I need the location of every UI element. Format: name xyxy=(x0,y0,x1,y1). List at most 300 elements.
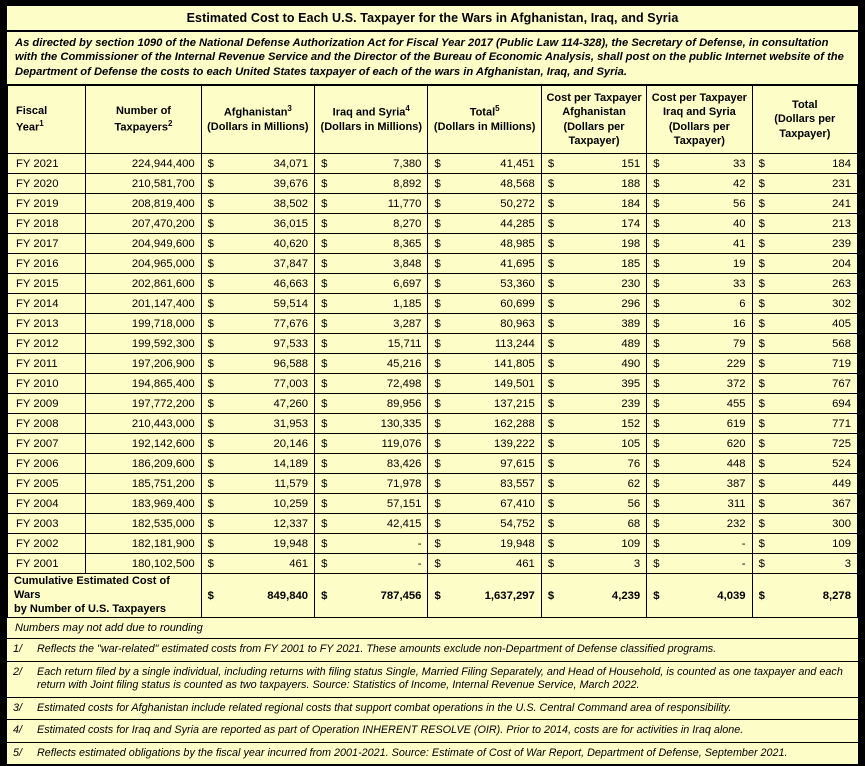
cell-value: 41,695 xyxy=(500,257,535,270)
cell-value: 405 xyxy=(832,317,851,330)
footnote-row xyxy=(7,720,858,742)
dollar-sign: $ xyxy=(207,497,214,510)
cell-value: 19,948 xyxy=(500,537,535,550)
cell-value: 45,216 xyxy=(386,357,422,370)
cell-afghanistan xyxy=(201,194,314,214)
dollar-sign: $ xyxy=(758,197,765,210)
cell-value: 33 xyxy=(732,277,746,290)
page-title: Estimated Cost to Each U.S. Taxpayer for the Wars in Afghanistan, Iraq, and Syria xyxy=(7,6,858,32)
cell-value: 230 xyxy=(621,277,641,290)
dollar-sign: $ xyxy=(653,277,660,290)
footnote-row xyxy=(7,639,858,661)
dollar-sign: $ xyxy=(547,177,555,190)
cell-cpt-iraq-syria xyxy=(647,274,752,294)
dollar-sign: $ xyxy=(653,417,660,430)
cell-total-millions xyxy=(428,234,541,254)
cell-cpt-iraq-syria xyxy=(647,434,752,454)
cell-total-millions xyxy=(428,254,541,274)
cell-value: 232 xyxy=(726,517,746,530)
cell-total-millions xyxy=(428,414,541,434)
dollar-sign: $ xyxy=(547,357,555,370)
cell-value: 97,533 xyxy=(273,337,309,350)
footnote-text: Estimated costs for Afghanistan include related regional costs that support combat operations in the U.S. Central Command area of responsibility. xyxy=(33,697,858,719)
cell-cpt-total xyxy=(752,274,857,294)
dollar-sign: $ xyxy=(547,257,555,270)
column-header-iraq-syria xyxy=(315,86,428,154)
dollar-sign: $ xyxy=(321,437,328,450)
footnote-row xyxy=(7,697,858,719)
dollar-sign: $ xyxy=(653,217,660,230)
column-header-cpt-afghanistan-line3: (Dollars per Taxpayer) xyxy=(563,120,625,147)
total-cell-cpt-iraq-syria xyxy=(647,574,752,618)
column-header-total-millions-line2: (Dollars in Millions) xyxy=(433,121,536,134)
dollar-sign: $ xyxy=(321,337,328,350)
dollar-sign: $ xyxy=(321,557,328,570)
footnote-ref-1: 1 xyxy=(39,118,44,128)
cell-cpt-total xyxy=(752,174,857,194)
dollar-sign: $ xyxy=(653,237,660,250)
cell-total-millions xyxy=(428,174,541,194)
cell-value: 449 xyxy=(832,477,851,490)
dollar-sign: $ xyxy=(758,377,765,390)
cell-value: 113,244 xyxy=(494,337,535,350)
dollar-sign: $ xyxy=(207,337,214,350)
cell-afghanistan xyxy=(201,294,314,314)
dollar-sign: $ xyxy=(758,437,765,450)
cell-iraq-syria xyxy=(315,194,428,214)
cell-iraq-syria xyxy=(315,154,428,174)
cell-total-millions xyxy=(428,454,541,474)
cell-value: 771 xyxy=(832,417,851,430)
total-cell-afghanistan xyxy=(201,574,314,618)
cell-total-millions xyxy=(428,194,541,214)
cell-total-millions xyxy=(428,354,541,374)
cell-value: 7,380 xyxy=(393,157,422,170)
cell-value: 15,711 xyxy=(387,337,422,350)
cell-iraq-syria xyxy=(315,294,428,314)
cell-value: 48,985 xyxy=(500,237,535,250)
dollar-sign: $ xyxy=(321,517,328,530)
cell-iraq-syria xyxy=(315,234,428,254)
footnote-text: Reflects estimated obligations by the fiscal year incurred from 2001-2021. Source: Estimate of Cost of War Report, Department of Defense, September 2021. xyxy=(37,746,788,759)
cell-cpt-iraq-syria xyxy=(647,294,752,314)
cell-value: - xyxy=(417,537,422,550)
cell-fiscal-year: FY 2003 xyxy=(8,514,86,534)
cell-cpt-afghanistan xyxy=(541,174,646,194)
cell-total-millions xyxy=(428,394,541,414)
dollar-sign: $ xyxy=(547,297,555,310)
column-header-number-of-taxpayers xyxy=(86,86,201,154)
cell-iraq-syria xyxy=(315,454,428,474)
cell-total-millions xyxy=(428,534,541,554)
cell-value: 6,697 xyxy=(393,277,422,290)
cell-cpt-iraq-syria xyxy=(647,374,752,394)
footnote-text: Estimated costs for Iraq and Syria are reported as part of Operation INHERENT RESOLVE (OIR). Prior to 2014, costs are for activities in Iraq alone. xyxy=(33,720,858,742)
table-row xyxy=(8,334,858,354)
dollar-sign: $ xyxy=(434,237,441,250)
cell-value: 620 xyxy=(726,437,746,450)
dollar-sign: $ xyxy=(758,157,765,170)
cell-value: 79 xyxy=(732,337,746,350)
cell-cpt-iraq-syria xyxy=(647,334,752,354)
column-header-cpt-total-line1: Total xyxy=(792,99,818,112)
cell-cpt-iraq-syria xyxy=(647,234,752,254)
cell-value: 11,579 xyxy=(274,477,309,490)
cell-fiscal-year: FY 2001 xyxy=(8,554,86,574)
cell-iraq-syria xyxy=(315,394,428,414)
dollar-sign: $ xyxy=(321,297,328,310)
cell-value: 48,568 xyxy=(500,177,535,190)
column-header-cpt-iraq-syria xyxy=(647,86,752,154)
cell-total-millions xyxy=(428,374,541,394)
dollar-sign: $ xyxy=(207,397,214,410)
cell-value: 239 xyxy=(621,397,641,410)
dollar-sign: $ xyxy=(321,277,328,290)
cell-cpt-iraq-syria xyxy=(647,154,752,174)
column-header-cpt-afghanistan-line1: Cost per Taxpayer xyxy=(546,91,642,104)
dollar-sign: $ xyxy=(321,357,328,370)
cell-value: 725 xyxy=(832,437,851,450)
cell-afghanistan xyxy=(201,174,314,194)
dollar-sign: $ xyxy=(207,557,214,570)
dollar-sign: $ xyxy=(434,497,441,510)
cell-afghanistan xyxy=(201,454,314,474)
dollar-sign: $ xyxy=(207,237,214,250)
cell-value: 46,663 xyxy=(273,277,309,290)
cell-value: 76 xyxy=(627,457,641,470)
cell-number-of-taxpayers: 186,209,600 xyxy=(86,454,201,474)
column-header-iraq-syria-line2: (Dollars in Millions) xyxy=(320,121,422,134)
dollar-sign: $ xyxy=(758,589,765,602)
dollar-sign: $ xyxy=(653,317,660,330)
cell-iraq-syria xyxy=(315,474,428,494)
total-cell-value: 4,039 xyxy=(717,589,746,602)
footnote-ref-3: 3 xyxy=(287,104,292,114)
dollar-sign: $ xyxy=(207,217,214,230)
cell-iraq-syria xyxy=(315,554,428,574)
column-header-fiscal-year-line1: Fiscal xyxy=(16,105,48,118)
cell-number-of-taxpayers: 199,718,000 xyxy=(86,314,201,334)
cell-value: 19,948 xyxy=(273,537,309,550)
cell-cpt-afghanistan xyxy=(541,314,646,334)
dollar-sign: $ xyxy=(321,397,328,410)
cell-cpt-afghanistan xyxy=(541,494,646,514)
cell-cpt-total xyxy=(752,154,857,174)
column-header-taxpayers-line1: Number of xyxy=(115,105,171,118)
dollar-sign: $ xyxy=(207,277,214,290)
cell-value: 3 xyxy=(633,557,641,570)
cell-cpt-afghanistan xyxy=(541,534,646,554)
cell-value: 184 xyxy=(621,197,641,210)
cell-total-millions xyxy=(428,154,541,174)
footnote-marker: 2/ xyxy=(7,661,33,697)
cell-value: 54,752 xyxy=(500,517,535,530)
cell-value: 184 xyxy=(832,157,851,170)
dollar-sign: $ xyxy=(434,177,441,190)
cell-value: 188 xyxy=(621,177,641,190)
dollar-sign: $ xyxy=(207,589,214,602)
table-row xyxy=(8,294,858,314)
cell-cpt-afghanistan xyxy=(541,394,646,414)
cell-value: 198 xyxy=(621,237,641,250)
table-row xyxy=(8,314,858,334)
cell-cpt-total xyxy=(752,234,857,254)
cell-cpt-afghanistan xyxy=(541,354,646,374)
cell-cpt-iraq-syria xyxy=(647,554,752,574)
cell-total-millions xyxy=(428,314,541,334)
cell-cpt-total xyxy=(752,474,857,494)
cell-fiscal-year: FY 2014 xyxy=(8,294,86,314)
dollar-sign: $ xyxy=(434,397,441,410)
cell-cpt-total xyxy=(752,454,857,474)
dollar-sign: $ xyxy=(321,377,328,390)
cell-value: 68 xyxy=(627,517,641,530)
cell-value: 60,699 xyxy=(500,297,535,310)
cell-total-millions xyxy=(428,494,541,514)
column-header-cpt-iraq-syria-line3: (Dollars per Taxpayer) xyxy=(668,120,730,147)
cell-cpt-iraq-syria xyxy=(647,194,752,214)
cell-afghanistan xyxy=(201,254,314,274)
cell-cpt-total xyxy=(752,374,857,394)
cell-cpt-total xyxy=(752,334,857,354)
cell-cpt-afghanistan xyxy=(541,294,646,314)
cell-value: 56 xyxy=(627,497,641,510)
cell-value: 53,360 xyxy=(500,277,535,290)
cell-number-of-taxpayers: 180,102,500 xyxy=(86,554,201,574)
dollar-sign: $ xyxy=(547,589,555,602)
cell-fiscal-year: FY 2013 xyxy=(8,314,86,334)
dollar-sign: $ xyxy=(758,217,765,230)
cell-value: 12,337 xyxy=(273,517,309,530)
dollar-sign: $ xyxy=(653,177,660,190)
cell-value: 96,588 xyxy=(273,357,309,370)
dollar-sign: $ xyxy=(321,197,328,210)
cell-fiscal-year: FY 2018 xyxy=(8,214,86,234)
dollar-sign: $ xyxy=(653,257,660,270)
cell-afghanistan xyxy=(201,234,314,254)
dollar-sign: $ xyxy=(758,257,765,270)
cell-total-millions xyxy=(428,334,541,354)
dollar-sign: $ xyxy=(434,197,441,210)
cell-value: 239 xyxy=(832,237,851,250)
cell-value: 97,615 xyxy=(500,457,535,470)
dollar-sign: $ xyxy=(207,377,214,390)
dollar-sign: $ xyxy=(321,257,328,270)
cell-value: 213 xyxy=(832,217,851,230)
cell-value: 300 xyxy=(832,517,851,530)
dollar-sign: $ xyxy=(321,157,328,170)
cell-value: 8,365 xyxy=(393,237,422,250)
footnote-text: Reflects the "war-related" estimated costs from FY 2001 to FY 2021. These amounts exclude non-Department of Defense classified programs. xyxy=(33,639,858,661)
total-cell-value: 849,840 xyxy=(267,589,309,602)
dollar-sign: $ xyxy=(653,437,660,450)
cell-value: 72,498 xyxy=(386,377,422,390)
cell-afghanistan xyxy=(201,434,314,454)
dollar-sign: $ xyxy=(321,177,328,190)
cell-value: 109 xyxy=(832,537,851,550)
dollar-sign: $ xyxy=(653,537,660,550)
table-row xyxy=(8,254,858,274)
footnote-marker: 5/ xyxy=(13,746,23,759)
dollar-sign: $ xyxy=(321,497,328,510)
cell-afghanistan xyxy=(201,154,314,174)
cell-afghanistan xyxy=(201,394,314,414)
cell-value: 14,189 xyxy=(273,457,309,470)
cell-total-millions xyxy=(428,274,541,294)
total-cell-value: 1,637,297 xyxy=(484,589,535,602)
table-header xyxy=(8,86,858,154)
cell-value: 83,557 xyxy=(500,477,535,490)
cell-value: 231 xyxy=(832,177,851,190)
cell-iraq-syria xyxy=(315,334,428,354)
total-cell-value: 4,239 xyxy=(611,589,641,602)
cell-value: 56 xyxy=(732,197,746,210)
cell-value: 151 xyxy=(621,157,641,170)
cell-value: 67,410 xyxy=(500,497,535,510)
footnotes-table xyxy=(7,639,858,764)
dollar-sign: $ xyxy=(547,397,555,410)
cell-fiscal-year: FY 2012 xyxy=(8,334,86,354)
cell-value: 141,805 xyxy=(494,357,535,370)
table-row xyxy=(8,174,858,194)
column-header-afghanistan-line2: (Dollars in Millions) xyxy=(207,121,309,134)
dollar-sign: $ xyxy=(758,357,765,370)
cell-number-of-taxpayers: 204,965,000 xyxy=(86,254,201,274)
table-row xyxy=(8,474,858,494)
cell-cpt-total xyxy=(752,394,857,414)
dollar-sign: $ xyxy=(758,417,765,430)
dollar-sign: $ xyxy=(207,477,214,490)
dollar-sign: $ xyxy=(207,417,214,430)
dollar-sign: $ xyxy=(434,157,441,170)
dollar-sign: $ xyxy=(758,537,765,550)
cell-iraq-syria xyxy=(315,314,428,334)
cell-total-millions xyxy=(428,434,541,454)
cell-cpt-total xyxy=(752,354,857,374)
cell-value: - xyxy=(741,557,746,570)
footnote-row xyxy=(7,661,858,697)
dollar-sign: $ xyxy=(547,477,555,490)
cell-cpt-total xyxy=(752,434,857,454)
column-header-afghanistan xyxy=(201,86,314,154)
dollar-sign: $ xyxy=(321,457,328,470)
cell-value: 229 xyxy=(726,357,746,370)
dollar-sign: $ xyxy=(758,517,765,530)
cell-number-of-taxpayers: 182,535,000 xyxy=(86,514,201,534)
cell-value: 448 xyxy=(726,457,746,470)
total-row-label-line1: Cumulative Estimated Cost of Wars xyxy=(14,575,170,601)
dollar-sign: $ xyxy=(207,537,214,550)
cell-value: 302 xyxy=(832,297,851,310)
footnote-text: Each return filed by a single individual, including returns with filing status Single, Married Filing Separately, and Head of Household, is counted as one taxpayer and each return with Joint filing status is counted as two taxpayers. Source: Statistics of Income, Internal Revenue Service, March 2022. xyxy=(33,661,858,697)
cell-number-of-taxpayers: 208,819,400 xyxy=(86,194,201,214)
total-cell-value: 787,456 xyxy=(380,589,422,602)
cell-cpt-iraq-syria xyxy=(647,174,752,194)
cell-cpt-afghanistan xyxy=(541,234,646,254)
dollar-sign: $ xyxy=(434,589,441,602)
cell-value: 40,620 xyxy=(273,237,309,250)
table-row xyxy=(8,154,858,174)
cell-cpt-afghanistan xyxy=(541,334,646,354)
cell-number-of-taxpayers: 202,861,600 xyxy=(86,274,201,294)
cell-value: 16 xyxy=(732,317,746,330)
column-header-cpt-iraq-syria-line1: Cost per Taxpayer xyxy=(651,91,747,104)
cell-iraq-syria xyxy=(315,534,428,554)
dollar-sign: $ xyxy=(547,217,555,230)
dollar-sign: $ xyxy=(653,297,660,310)
cell-cpt-total xyxy=(752,414,857,434)
cell-number-of-taxpayers: 199,592,300 xyxy=(86,334,201,354)
dollar-sign: $ xyxy=(547,557,555,570)
cell-value: 41 xyxy=(732,237,746,250)
dollar-sign: $ xyxy=(321,537,328,550)
cell-iraq-syria xyxy=(315,354,428,374)
cell-value: 6 xyxy=(739,297,746,310)
total-cell-value: 8,278 xyxy=(822,589,851,602)
dollar-sign: $ xyxy=(434,477,441,490)
cell-value: 8,270 xyxy=(393,217,422,230)
document-card xyxy=(5,4,860,766)
cell-afghanistan xyxy=(201,534,314,554)
dollar-sign: $ xyxy=(434,297,441,310)
dollar-sign: $ xyxy=(653,457,660,470)
cell-number-of-taxpayers: 182,181,900 xyxy=(86,534,201,554)
cell-afghanistan xyxy=(201,214,314,234)
cell-value: 39,676 xyxy=(273,177,309,190)
cell-value: 311 xyxy=(727,497,746,510)
cell-value: 42,415 xyxy=(386,517,422,530)
dollar-sign: $ xyxy=(547,537,555,550)
dollar-sign: $ xyxy=(758,177,765,190)
cell-value: 3,287 xyxy=(393,317,422,330)
cell-value: 105 xyxy=(621,437,641,450)
cell-value: 47,260 xyxy=(273,397,309,410)
cell-value: 296 xyxy=(621,297,641,310)
cell-value: 174 xyxy=(621,217,641,230)
cell-value: 71,978 xyxy=(386,477,422,490)
cell-value: 44,285 xyxy=(500,217,535,230)
cell-cpt-total xyxy=(752,294,857,314)
dollar-sign: $ xyxy=(758,317,765,330)
cell-value: - xyxy=(741,537,746,550)
table-row xyxy=(8,394,858,414)
dollar-sign: $ xyxy=(434,377,441,390)
cell-value: 455 xyxy=(726,397,746,410)
cell-value: 524 xyxy=(832,457,851,470)
dollar-sign: $ xyxy=(321,217,328,230)
cell-value: 89,956 xyxy=(386,397,422,410)
cell-cpt-total xyxy=(752,514,857,534)
cell-cpt-total xyxy=(752,214,857,234)
cell-value: 367 xyxy=(832,497,851,510)
rounding-note: Numbers may not add due to rounding xyxy=(7,618,858,639)
cell-afghanistan xyxy=(201,354,314,374)
dollar-sign: $ xyxy=(207,297,214,310)
cell-fiscal-year: FY 2006 xyxy=(8,454,86,474)
cell-number-of-taxpayers: 192,142,600 xyxy=(86,434,201,454)
table-row xyxy=(8,194,858,214)
column-header-fiscal-year xyxy=(8,86,86,154)
cell-value: 767 xyxy=(832,377,851,390)
cell-cpt-afghanistan xyxy=(541,414,646,434)
dollar-sign: $ xyxy=(758,497,765,510)
dollar-sign: $ xyxy=(321,317,328,330)
cell-fiscal-year: FY 2017 xyxy=(8,234,86,254)
dollar-sign: $ xyxy=(207,457,214,470)
column-header-fiscal-year-line2: Year xyxy=(16,121,40,134)
dollar-sign: $ xyxy=(321,477,328,490)
cell-value: 389 xyxy=(621,317,641,330)
